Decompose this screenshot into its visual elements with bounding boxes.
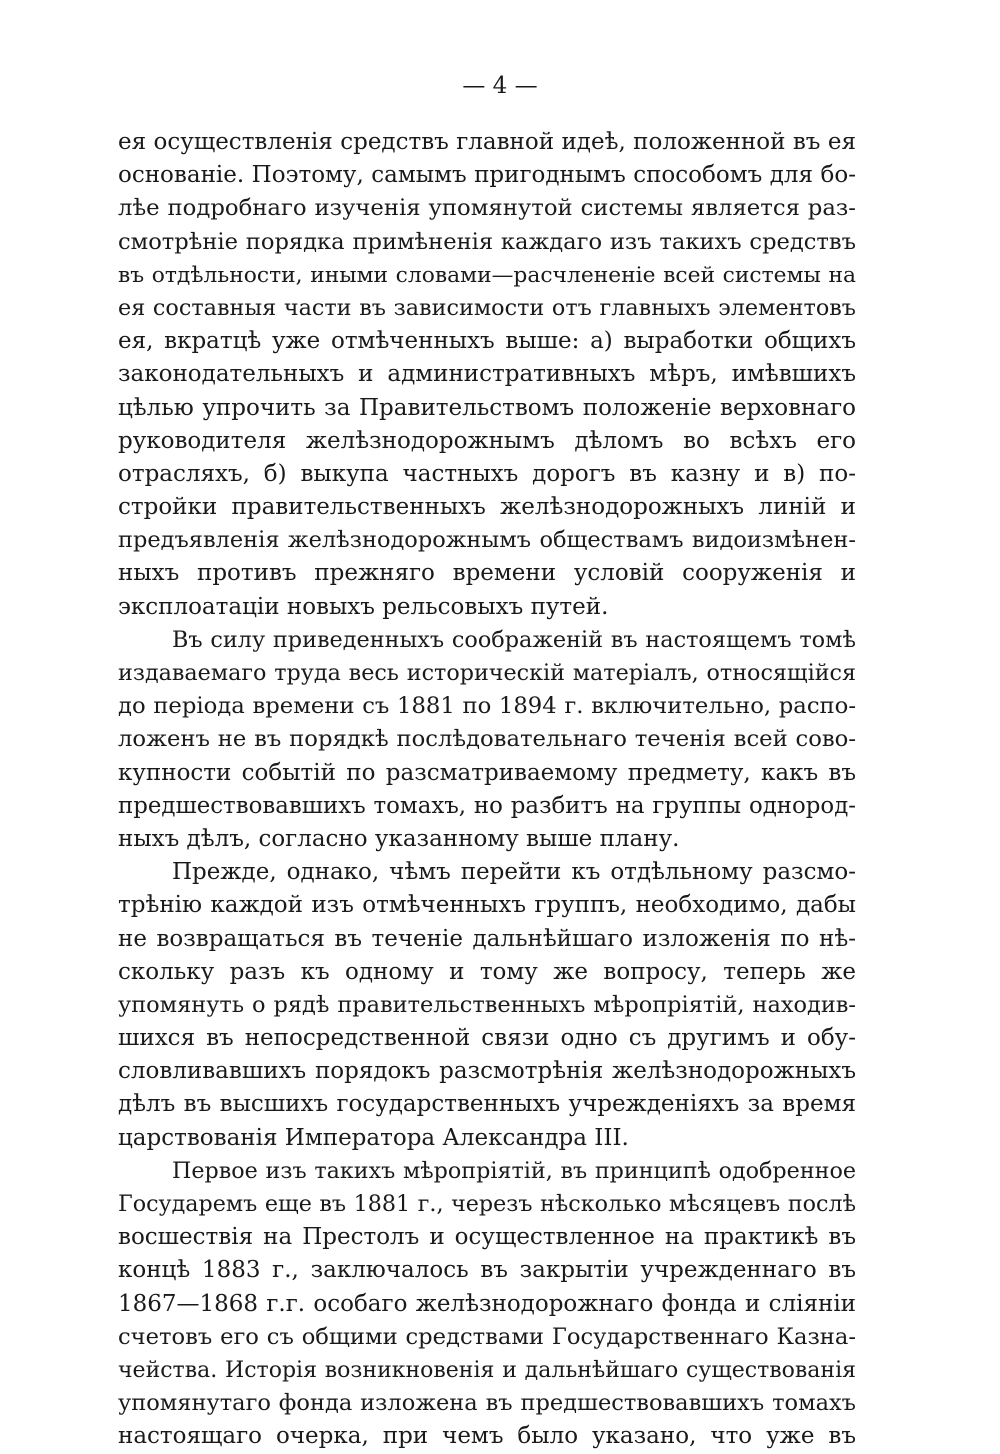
text-line: царствованія Императора Александра III. xyxy=(118,1124,629,1151)
text-line: отрасляхъ, б) выкупа частныхъ дорогъ въ казну и в) по- xyxy=(118,460,856,487)
text-line: словливавшихъ порядокъ разсмотрѣнія желѣзнодорожныхъ xyxy=(118,1058,856,1085)
text-line: лѣе подробнаго изученія упомянутой системы является раз- xyxy=(118,195,856,222)
page-number: — 4 — xyxy=(462,73,538,99)
text-line: эксплоатаціи новыхъ рельсовыхъ путей. xyxy=(118,593,609,620)
text-line: скольку разъ къ одному и тому же вопросу, теперь же xyxy=(118,958,856,985)
text-line: до періода времени съ 1881 по 1894 г. включительно, распо- xyxy=(118,693,856,720)
text-line: настоящаго очерка, при чемъ было указано, что уже въ xyxy=(118,1423,856,1450)
text-line: шихся въ непосредственной связи одно съ другимъ и обу- xyxy=(118,1025,856,1052)
text-line: чейства. Исторія возникновенія и дальнѣйшаго существованія xyxy=(118,1357,856,1383)
text-line: цѣлью упрочить за Правительствомъ положеніе верховнаго xyxy=(118,394,856,421)
body-text xyxy=(118,126,856,1454)
text-line: издаваемаго труда весь историческій матеріалъ, относящійся xyxy=(118,660,856,686)
text-line: законодательныхъ и административныхъ мѣръ, имѣвшихъ xyxy=(118,361,856,388)
text-line: счетовъ его съ общими средствами Государственнаго Казна- xyxy=(118,1323,856,1350)
text-line: концѣ 1883 г., заключалось въ закрытіи учрежденнаго въ xyxy=(118,1257,856,1284)
text-line: упомянутаго фонда изложена въ предшествовавшихъ томахъ xyxy=(118,1390,856,1417)
text-line: основаніе. Поэтому, самымъ пригоднымъ способомъ для бо- xyxy=(118,162,856,189)
text-line: дѣлъ въ высшихъ государственныхъ учрежденіяхъ за время xyxy=(118,1091,856,1118)
text-line: предшествовавшихъ томахъ, но разбитъ на группы однород- xyxy=(118,792,856,819)
text-line: 1867—1868 г.г. особаго желѣзнодорожнаго фонда и сліяніи xyxy=(118,1290,856,1317)
text-line: Въ силу приведенныхъ соображеній въ настоящемъ томѣ xyxy=(172,626,856,653)
text-line: ныхъ дѣлъ, согласно указанному выше плану. xyxy=(118,825,680,852)
text-line: восшествія на Престолъ и осуществленное на практикѣ въ xyxy=(118,1224,856,1251)
text-line: ложенъ не въ порядкѣ послѣдовательнаго теченія всей сово- xyxy=(118,726,856,753)
text-line: Первое изъ такихъ мѣропріятій, въ принципѣ одобренное xyxy=(172,1157,856,1184)
text-line: ея составныя части въ зависимости отъ главныхъ элементовъ xyxy=(118,294,856,321)
text-line: Прежде, однако, чѣмъ перейти къ отдѣльному разсмо- xyxy=(172,859,856,886)
text-line: ея, вкратцѣ уже отмѣченныхъ выше: а) выработки общихъ xyxy=(118,328,856,355)
text-line: трѣнію каждой изъ отмѣченныхъ группъ, необходимо, дабы xyxy=(118,892,856,919)
text-line: стройки правительственныхъ желѣзнодорожныхъ линій и xyxy=(118,494,856,521)
text-line: Государемъ еще въ 1881 г., черезъ нѣсколько мѣсяцевъ послѣ xyxy=(118,1191,856,1217)
text-line: не возвращаться въ теченіе дальнѣйшаго изложенія по нѣ- xyxy=(118,925,856,952)
text-line: въ отдѣльности, иными словами—расчлененіе всей системы на xyxy=(118,262,856,288)
text-line: ея осуществленія средствъ главной идеѣ, положенной въ ея xyxy=(118,129,856,155)
text-line: смотрѣніе порядка примѣненія каждаго изъ такихъ средствъ xyxy=(118,228,856,255)
text-line: руководителя желѣзнодорожнымъ дѣломъ во всѣхъ его xyxy=(118,427,856,454)
text-line: упомянуть о рядѣ правительственныхъ мѣропріятій, находив- xyxy=(118,991,856,1018)
text-line: ныхъ противъ прежняго времени условій сооруженія и xyxy=(118,560,856,587)
text-line: купности событій по разсматриваемому предмету, какъ въ xyxy=(118,759,856,786)
text-line: предъявленія желѣзнодорожнымъ обществамъ видоизмѣнен- xyxy=(118,527,856,554)
